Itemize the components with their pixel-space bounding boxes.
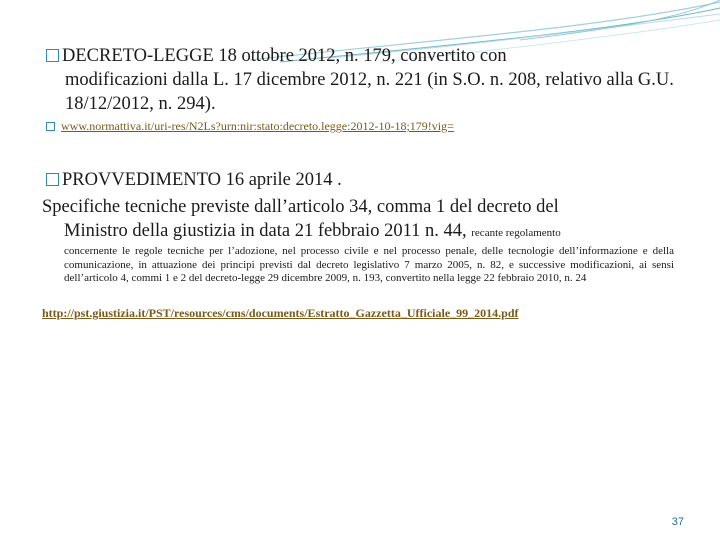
normattiva-link[interactable]: www.normattiva.it/uri-res/N2Ls?urn:nir:stato:decreto.legge:2012-10-18;179!vig= [61, 119, 454, 133]
decreto-legge-rest: modificazioni dalla L. 17 dicembre 2012, n. 221 (in S.O. n. 208, relativo alla G.U. 18/12/2012, n. 294). [65, 70, 674, 114]
square-bullet-icon [46, 173, 59, 186]
decreto-legge-item [46, 44, 686, 116]
page-number: 37 [671, 516, 684, 528]
provvedimento-body-line1: Specifiche tecniche previste dall’articolo 34, comma 1 del decreto del [42, 197, 559, 217]
provvedimento-body-inline-small: recante regolamento [471, 227, 561, 239]
gazzetta-pdf-link[interactable]: http://pst.giustizia.it/PST/resources/cms/documents/Estratto_Gazzetta_Ufficiale_99_2014.pdf [42, 306, 519, 320]
provvedimento-body-tail: concernente le regole tecniche per l’adozione, nel processo civile e nel processo penale, delle tecnologie dell’informazione e della comunicazione, in attuazione dei principi previsti dal decreto legislativo 7 marzo 2005, n. 82, e successive modificazioni, ai sensi dell’articolo 4, commi 1 e 2 del decreto-legge 29 dicembre 2009, n. 193, convertito nella legge 22 febbraio 2010, n. 24 [64, 245, 674, 284]
square-bullet-icon [46, 122, 55, 131]
provvedimento-body-line2-wrap [42, 219, 674, 243]
decreto-legge-first-line: DECRETO-LEGGE 18 ottobre 2012, n. 179, convertito con [62, 46, 507, 66]
provvedimento-body [42, 195, 674, 286]
provvedimento-body-line2: Ministro della giustizia in data 21 febbraio 2011 n. 44, [64, 221, 467, 241]
normattiva-link-item [46, 118, 686, 134]
square-bullet-icon [46, 49, 59, 62]
provvedimento-heading-item [46, 168, 686, 192]
provvedimento-heading: PROVVEDIMENTO 16 aprile 2014 . [62, 170, 342, 190]
